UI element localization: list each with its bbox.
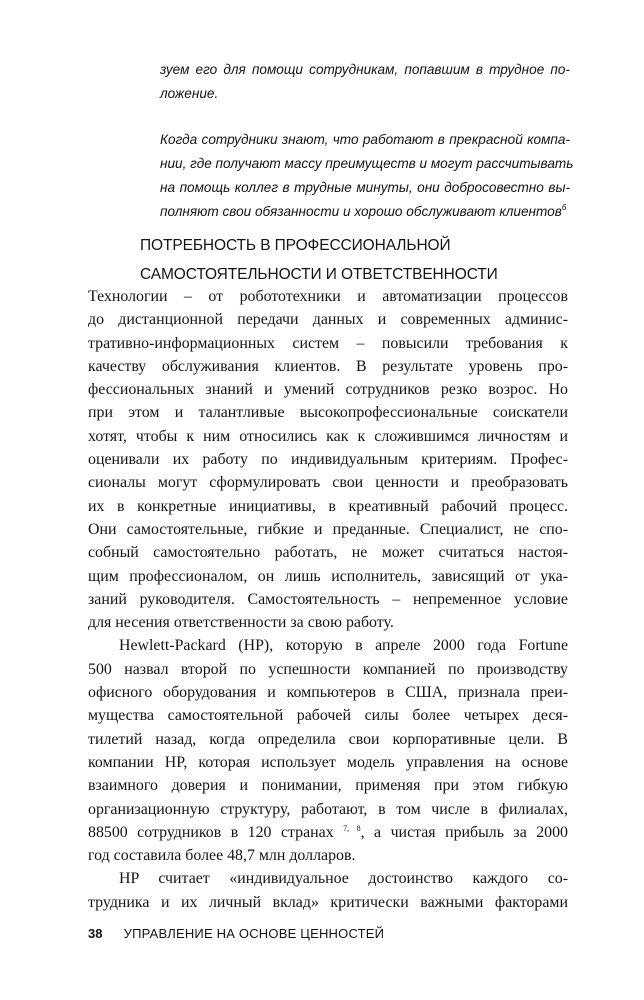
body-line: щим профессионалом, он лишь исполнитель, зависящий от ука- (88, 567, 568, 585)
body-line: для несения ответственности за свою работу. (88, 614, 394, 632)
body-line-part: 88500 сотрудников в 120 странах (88, 823, 334, 841)
body-line: заний руководителя. Самостоятельность – непременное условие (88, 590, 568, 608)
body-line: мущества самостоятельной рабочей силы более четырех деся- (88, 707, 568, 725)
body-line: фессиональных знаний и умений сотрудников резко возрос. Но (88, 381, 568, 399)
body-line: трудника и их личный вклад» критически важными факторами (88, 893, 568, 911)
body-line: Технологии – от робототехники и автоматизации процессов (88, 288, 568, 305)
body-line: при этом и талантливые высокопрофессиональные соискатели (88, 404, 568, 422)
quote-line: Когда сотрудники знают, что работают в прекрасной компа- (160, 132, 570, 147)
quote-line: на помощь коллег в трудные минуты, они добросовестно вы- (160, 180, 570, 195)
body-line: год составила более 48,7 млн долларов. (88, 847, 356, 865)
quote-last-text: полняют свои обязанности и хорошо обслуживают клиентов (160, 204, 562, 219)
footnote-marker: 6 (561, 203, 567, 212)
body-line: Они самостоятельные, гибкие и преданные. Специалист, не спо- (88, 520, 568, 538)
body-line: 500 назвал второй по успешности компанией по производству (88, 660, 568, 678)
section-heading-line: ПОТРЕБНОСТЬ В ПРОФЕССИОНАЛЬНОЙ (140, 237, 451, 254)
footnote-marker: 7, 8 (343, 823, 361, 833)
body-line: их в конкретные инициативы, в креативный рабочий процесс. (88, 497, 568, 515)
body-line: Hewlett-Packard (HP), которую в апреле 2000 года Fortune (119, 637, 568, 655)
body-line: тилетий назад, когда определила свои корпоративные цели. В (88, 730, 568, 748)
body-text (88, 285, 568, 914)
running-title: УПРАВЛЕНИЕ НА ОСНОВЕ ЦЕННОСТЕЙ (123, 926, 385, 941)
body-line-part: , а чистая прибыль за 2000 (360, 823, 568, 841)
body-line: взаимного доверия и понимании, применяя при этом гибкую (88, 777, 568, 795)
body-line: оценивали их работу по индивидуальным критериям. Профес- (88, 451, 568, 469)
body-line: качеству обслуживания клиентов. В результате уровень про- (88, 357, 568, 375)
body-line: HP считает «индивидуальное достоинство каждого со- (119, 870, 568, 888)
body-line: офисного оборудования и компьютеров в США, признала преи- (88, 684, 568, 702)
epigraph-quote-paragraph (160, 128, 574, 224)
quote-line: ложение. (160, 86, 219, 101)
page-number: 38 (88, 926, 103, 941)
section-heading (140, 231, 560, 289)
quote-line (160, 200, 570, 224)
body-line: тративно-информационных систем – повысили требования к (88, 334, 568, 352)
epigraph-quote-block (160, 58, 570, 106)
section-heading-line: САМОСТОЯТЕЛЬНОСТИ И ОТВЕТСТВЕННОСТИ (140, 266, 498, 283)
quote-line: нии, где получают массу преимуществ и могут рассчитывать (160, 156, 574, 171)
body-line: компании HP, которая использует модель управления на основе (88, 753, 568, 771)
body-line: сионалы могут сформулировать свои ценности и преобразовать (88, 474, 568, 492)
body-line: организационную структуру, работают, в том числе в филиалах, (88, 800, 568, 818)
body-line: хотят, чтобы к ним относились как к сложившимся личностям и (88, 427, 568, 445)
body-line: до дистанционной передачи данных и современных админис- (88, 311, 568, 329)
page-footer (88, 925, 384, 943)
body-line: собный самостоятельно работать, не может считаться настоя- (88, 544, 568, 562)
body-line (88, 821, 568, 844)
quote-line: зуем его для помощи сотрудникам, попавшим в трудное по- (160, 62, 570, 77)
